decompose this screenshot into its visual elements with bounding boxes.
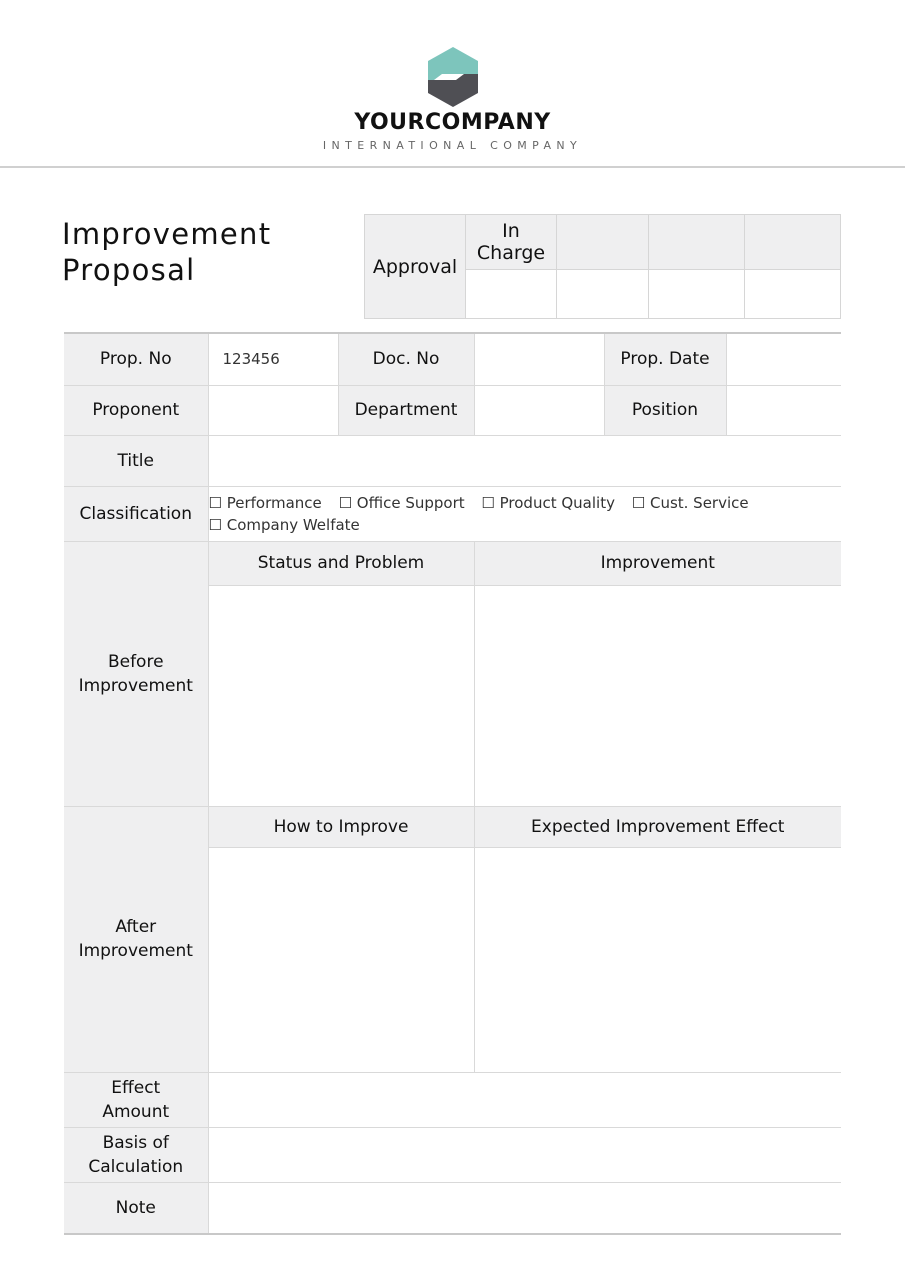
checkbox-product-quality[interactable]: ☐ Product Quality [481,493,615,512]
how-to-improve-header: How to Improve [208,806,474,847]
approval-header-2 [557,215,649,270]
note-field[interactable] [208,1182,841,1234]
status-problem-header: Status and Problem [208,541,474,585]
approval-header-4 [745,215,841,270]
department-label: Department [338,385,474,435]
before-improvement-label: Before Improvement [64,541,208,806]
approval-label: Approval [365,215,466,319]
checkbox-performance[interactable]: ☐ Performance [208,493,322,512]
doc-no-label: Doc. No [338,333,474,385]
department-field[interactable] [474,385,604,435]
position-field[interactable] [726,385,841,435]
checkbox-company-welfate[interactable]: ☐ Company Welfate [208,515,360,534]
improvement-field[interactable] [474,585,841,806]
proposal-form-table [64,332,841,1235]
prop-no-label: Prop. No [64,333,208,385]
prop-date-field[interactable] [726,333,841,385]
hexagon-logo-icon [424,46,482,108]
in-charge-signature-cell[interactable] [466,270,557,319]
company-tagline: INTERNATIONAL COMPANY [322,139,583,152]
how-to-improve-field[interactable] [208,847,474,1072]
approval-signature-cell-4[interactable] [745,270,841,319]
prop-date-label: Prop. Date [604,333,726,385]
approval-signature-cell-2[interactable] [557,270,649,319]
approval-signature-cell-3[interactable] [649,270,745,319]
proponent-field[interactable] [208,385,338,435]
classification-options [208,486,841,541]
document-title-line2: Proposal [62,253,196,287]
effect-amount-label: Effect Amount [64,1072,208,1127]
after-improvement-label: After Improvement [64,806,208,1072]
note-label: Note [64,1182,208,1234]
improvement-header: Improvement [474,541,841,585]
expected-effect-field[interactable] [474,847,841,1072]
approval-table [364,214,841,319]
document-title-line1: Improvement [62,217,272,251]
status-problem-field[interactable] [208,585,474,806]
prop-no-value[interactable]: 123456 [208,333,338,385]
checkbox-cust-service[interactable]: ☐ Cust. Service [631,493,749,512]
basis-of-calculation-field[interactable] [208,1127,841,1182]
title-label: Title [64,435,208,486]
effect-amount-field[interactable] [208,1072,841,1127]
in-charge-label: In Charge [466,215,557,270]
checkbox-office-support[interactable]: ☐ Office Support [338,493,465,512]
classification-label: Classification [64,486,208,541]
expected-effect-header: Expected Improvement Effect [474,806,841,847]
approval-header-3 [649,215,745,270]
proponent-label: Proponent [64,385,208,435]
position-label: Position [604,385,726,435]
header-divider [0,166,905,168]
doc-no-field[interactable] [474,333,604,385]
title-field[interactable] [208,435,841,486]
company-name: YOURCOMPANY [354,110,551,135]
basis-of-calculation-label: Basis of Calculation [64,1127,208,1182]
page-header [0,0,905,168]
document-title [62,216,352,288]
